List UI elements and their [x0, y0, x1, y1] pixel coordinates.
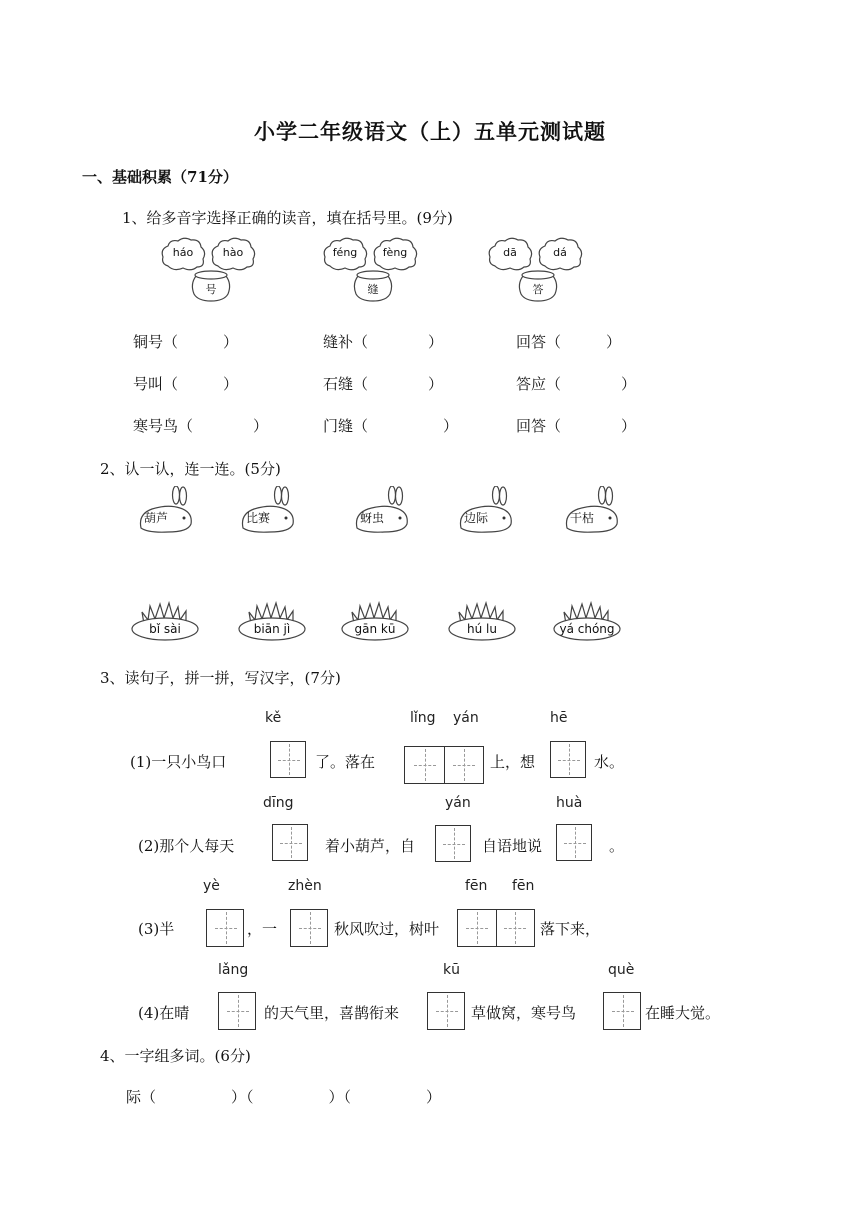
sentence-text: 了。落在 — [315, 753, 376, 771]
rabbit-card[interactable] — [458, 486, 518, 534]
rabbit-word: 边际 — [464, 511, 489, 525]
rabbit-word: 蚜虫 — [360, 511, 385, 525]
writing-box[interactable] — [270, 741, 306, 778]
answer-item[interactable]: 回答（ ） — [516, 333, 622, 351]
pot-character: 答 — [532, 283, 544, 296]
pinyin-hint: yán — [453, 710, 479, 726]
cloud-bubble — [537, 236, 583, 272]
sentence-text: 的天气里，喜鹊衔来 — [264, 1004, 400, 1022]
writing-box[interactable] — [550, 741, 586, 778]
answer-item[interactable]: 缝补（ ） — [323, 333, 444, 351]
sentence-text: (4)在晴 — [138, 1004, 190, 1022]
reading-option: dā — [503, 246, 517, 259]
sentence-text: 上，想 — [490, 753, 536, 771]
cloud-bubble — [160, 236, 206, 272]
grass-pinyin: biān jì — [253, 622, 291, 636]
answer-item[interactable]: 寒号鸟（ ） — [133, 417, 269, 435]
reading-picture-hao — [160, 236, 270, 302]
rabbit-card[interactable] — [354, 486, 414, 534]
writing-box[interactable] — [603, 992, 641, 1030]
pinyin-hint: yè — [203, 878, 220, 894]
pinyin-hint: fēn — [512, 878, 535, 894]
pot — [515, 270, 561, 302]
answer-item[interactable]: 号叫（ ） — [133, 375, 239, 393]
sentence-text: 自语地说 — [482, 837, 543, 855]
reading-option: fèng — [382, 246, 408, 259]
cloud-bubble — [372, 236, 418, 272]
pinyin-hint: què — [608, 962, 635, 978]
question-4-prompt: 4、一字组多词。(6分) — [100, 1047, 251, 1065]
grass-card[interactable] — [552, 598, 622, 642]
writing-box[interactable] — [272, 824, 308, 861]
sentence-text: 秋风吹过，树叶 — [334, 920, 440, 938]
sentence-text: 。 — [609, 837, 625, 855]
grass-pinyin: bǐ sài — [149, 622, 181, 636]
question-3-prompt: 3、读句子，拼一拼，写汉字，(7分) — [100, 669, 341, 687]
rabbit-word: 干枯 — [570, 511, 595, 525]
grass-card[interactable] — [237, 598, 307, 642]
rabbit-card[interactable] — [564, 486, 624, 534]
pinyin-hint: dīng — [263, 795, 294, 811]
writing-box-double[interactable] — [457, 909, 535, 947]
page-title: 小学二年级语文（上）五单元测试题 — [254, 119, 606, 144]
sentence-text: ，一 — [247, 920, 278, 938]
grass-card[interactable] — [340, 598, 410, 642]
rabbit-card[interactable] — [240, 486, 300, 534]
rabbit-word: 葫芦 — [144, 511, 169, 525]
pinyin-hint: huà — [556, 795, 583, 811]
grass-card[interactable] — [130, 598, 200, 642]
sentence-text: (3)半 — [138, 920, 175, 938]
cloud-bubble — [487, 236, 533, 272]
pot-character: 缝 — [367, 283, 379, 296]
reading-picture-feng — [322, 236, 432, 302]
pinyin-hint: hē — [550, 710, 568, 726]
reading-picture-da — [487, 236, 597, 302]
sentence-text: (1)一只小鸟口 — [130, 753, 227, 771]
pot — [188, 270, 234, 302]
section-heading: 一、基础积累（71分） — [82, 168, 238, 186]
writing-box[interactable] — [435, 825, 471, 862]
reading-option: hào — [222, 246, 244, 259]
pinyin-hint: kě — [265, 710, 282, 726]
answer-item[interactable]: 门缝（ ） — [323, 417, 459, 435]
pot-character: 号 — [205, 283, 217, 296]
pinyin-hint: kū — [443, 962, 460, 978]
reading-option: háo — [172, 246, 194, 259]
grass-pinyin: yá chóng — [559, 622, 615, 636]
writing-box[interactable] — [556, 824, 592, 861]
pinyin-hint: fēn — [465, 878, 488, 894]
pinyin-hint: zhèn — [288, 878, 322, 894]
pinyin-hint: yán — [445, 795, 471, 811]
question-1-prompt: 1、给多音字选择正确的读音，填在括号里。(9分) — [122, 209, 453, 227]
reading-option: dá — [553, 246, 567, 259]
word-group-answer-line[interactable]: 际（ ）（ ）（ ） — [126, 1088, 442, 1106]
writing-box[interactable] — [427, 992, 465, 1030]
grass-pinyin: hú lu — [467, 622, 497, 636]
cloud-bubble — [322, 236, 368, 272]
reading-option: féng — [332, 246, 358, 259]
answer-item[interactable]: 石缝（ ） — [323, 375, 444, 393]
grass-card[interactable] — [447, 598, 517, 642]
writing-box[interactable] — [206, 909, 244, 947]
sentence-text: 水。 — [594, 753, 625, 771]
sentence-text: 在睡大觉。 — [645, 1004, 721, 1022]
writing-box[interactable] — [218, 992, 256, 1030]
pinyin-hint: lǐng — [410, 710, 436, 726]
sentence-text: (2)那个人每天 — [138, 837, 235, 855]
rabbit-card[interactable] — [138, 486, 198, 534]
question-2-prompt: 2、认一认，连一连。(5分) — [100, 460, 281, 478]
cloud-bubble — [210, 236, 256, 272]
sentence-text: 草做窝，寒号鸟 — [471, 1004, 577, 1022]
grass-pinyin: gān kū — [354, 622, 396, 636]
answer-item[interactable]: 答应（ ） — [516, 375, 637, 393]
writing-box-double[interactable] — [404, 746, 484, 784]
pot — [350, 270, 396, 302]
sentence-text: 落下来， — [540, 920, 601, 938]
pinyin-hint: lǎng — [218, 962, 249, 978]
answer-item[interactable]: 铜号（ ） — [133, 333, 239, 351]
writing-box[interactable] — [290, 909, 328, 947]
sentence-text: 着小葫芦，自 — [325, 837, 416, 855]
rabbit-word: 比赛 — [246, 511, 271, 525]
answer-item[interactable]: 回答（ ） — [516, 417, 637, 435]
